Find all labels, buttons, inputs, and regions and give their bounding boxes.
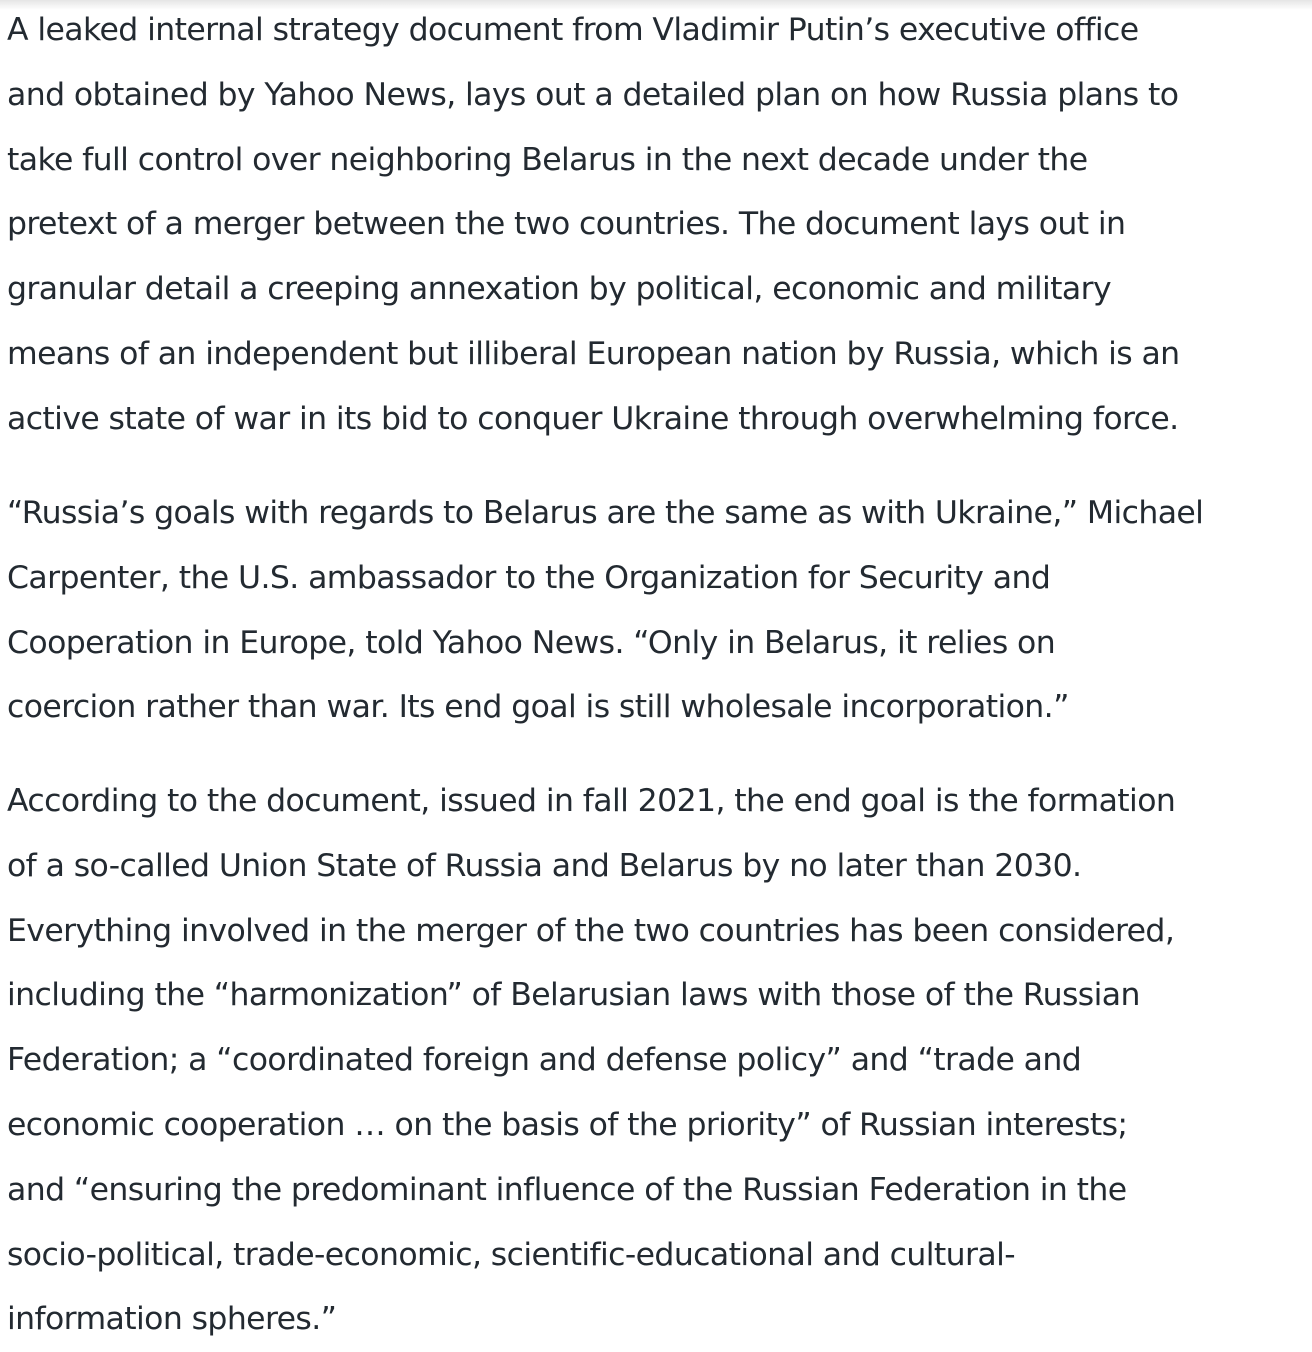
- article-paragraph-2: [7, 481, 1203, 740]
- text-line: Carpenter, the U.S. ambassador to the Organization for Security and: [7, 559, 1051, 596]
- text-line: economic cooperation … on the basis of the priority” of Russian interests;: [7, 1106, 1128, 1143]
- text-line: According to the document, issued in fall 2021, the end goal is the formation: [7, 783, 1176, 819]
- text-line: granular detail a creeping annexation by political, economic and military: [7, 271, 1112, 308]
- text-line: Cooperation in Europe, told Yahoo News. “Only in Belarus, it relies on: [7, 624, 1056, 661]
- text-line: “Russia’s goals with regards to Belarus are the same as with Ukraine,” Michael: [7, 495, 1204, 531]
- article-paragraph-3: [7, 769, 1175, 1352]
- text-line: and obtained by Yahoo News, lays out a detailed plan on how Russia plans to: [7, 76, 1179, 113]
- text-line: Federation; a “coordinated foreign and defense policy” and “trade and: [7, 1042, 1082, 1079]
- text-line: take full control over neighboring Belarus in the next decade under the: [7, 141, 1088, 178]
- text-line: means of an independent but illiberal European nation by Russia, which is an: [7, 335, 1180, 372]
- text-line: A leaked internal strategy document from Vladimir Putin’s executive office: [7, 12, 1139, 48]
- article-paragraph-1: [7, 0, 1180, 452]
- text-line: socio-political, trade-economic, scientific-educational and cultural-: [7, 1236, 1016, 1273]
- text-line: pretext of a merger between the two countries. The document lays out in: [7, 206, 1126, 243]
- text-line: coercion rather than war. Its end goal is still wholesale incorporation.”: [7, 689, 1069, 726]
- text-line: information spheres.”: [7, 1301, 337, 1338]
- text-line: active state of war in its bid to conquer Ukraine through overwhelming force.: [7, 400, 1179, 437]
- text-line: of a so-called Union State of Russia and Belarus by no later than 2030.: [7, 847, 1082, 884]
- text-line: Everything involved in the merger of the two countries has been considered,: [7, 912, 1175, 949]
- text-line: and “ensuring the predominant influence of the Russian Federation in the: [7, 1171, 1127, 1208]
- text-line: including the “harmonization” of Belarusian laws with those of the Russian: [7, 977, 1140, 1014]
